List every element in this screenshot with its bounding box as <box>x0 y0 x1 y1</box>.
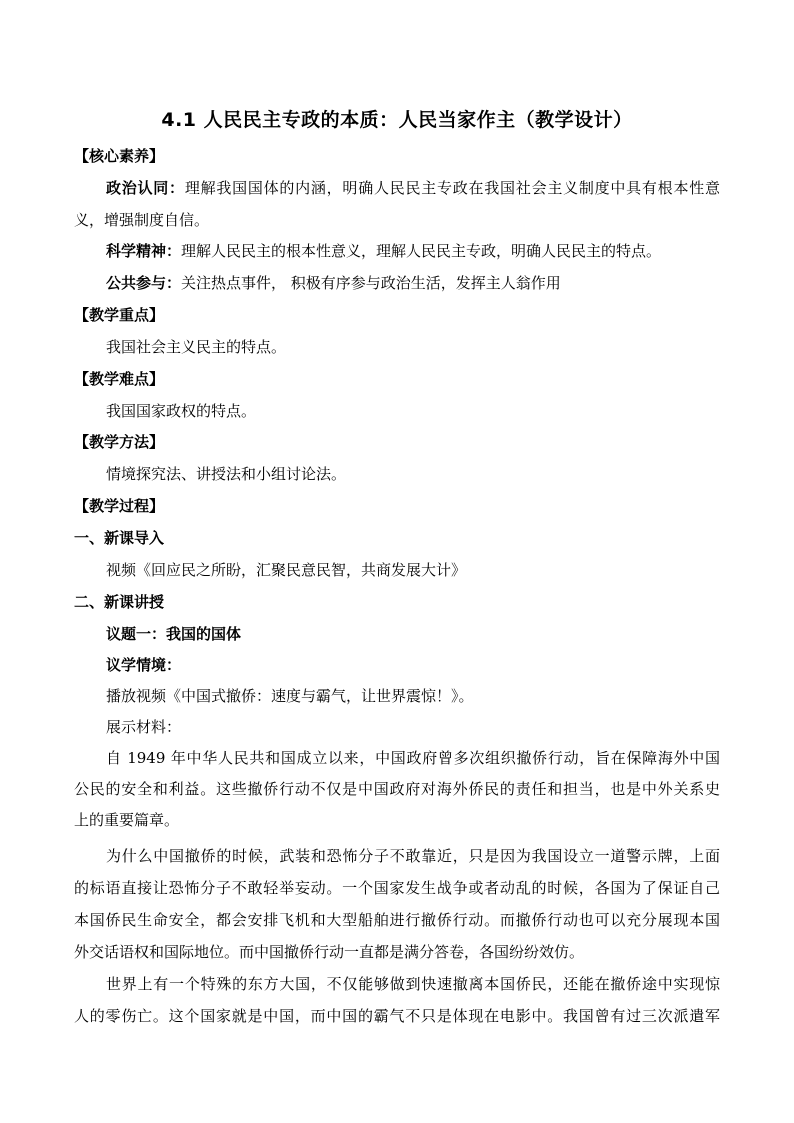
paragraph-3-line-2: 人的零伤亡。这个国家就是中国，而中国的霸气不只是体现在电影中。我国曾有过三次派遣军 <box>74 1007 720 1025</box>
political-identity-label: 政治认同： <box>106 179 185 197</box>
core-literacy-heading: 【核心素养】 <box>74 147 165 165</box>
document-title: 4.1 人民民主专政的本质：人民当家作主（教学设计） <box>161 109 633 131</box>
paragraph-2-line-4: 外交话语权和国际地位。而中国撤侨行动一直都是满分答卷，各国纷纷效仿。 <box>74 943 585 961</box>
key-point-heading: 【教学重点】 <box>74 306 165 324</box>
paragraph-1-line-2: 公民的安全和利益。这些撤侨行动不仅是中国政府对海外侨民的责任和担当，也是中外关系史 <box>74 780 720 798</box>
paragraph-2-line-3: 本国侨民生命安全，都会安排飞机和大型船舶进行撤侨行动。而撤侨行动也可以充分展现本国 <box>74 911 720 929</box>
public-participation-label: 公共参与： <box>106 274 182 292</box>
public-participation-text: 关注热点事件， 积极有序参与政治生活，发挥主人翁作用 <box>181 274 561 292</box>
section-intro-heading: 一、新课导入 <box>74 529 165 547</box>
process-heading: 【教学过程】 <box>74 497 165 515</box>
difficulty-heading: 【教学难点】 <box>74 370 165 388</box>
method-text: 情境探究法、讲授法和小组讨论法。 <box>106 465 347 483</box>
key-point-text: 我国社会主义民主的特点。 <box>106 338 287 356</box>
paragraph-1-line-1: 自 1949 年中华人民共和国成立以来，中国政府曾多次组织撤侨行动，旨在保障海外中国 <box>106 749 720 767</box>
situation-label: 议学情境： <box>106 656 182 674</box>
political-identity-text-cont: 义，增强制度自信。 <box>74 211 210 229</box>
political-identity-text: 理解我国国体的内涵，明确人民民主专政在我国社会主义制度中具有根本性意 <box>184 179 720 197</box>
paragraph-3-line-1: 世界上有一个特殊的东方大国，不仅能够做到快速撤离本国侨民，还能在撤侨途中实现惊 <box>106 975 720 993</box>
paragraph-2-line-2: 的标语直接让恐怖分子不敢轻举妄动。一个国家发生战争或者动乱的时候，各国为了保证自己 <box>74 879 720 897</box>
public-participation-line <box>106 273 561 293</box>
method-heading: 【教学方法】 <box>74 433 165 451</box>
topic-one-heading: 议题一：我国的国体 <box>106 625 242 643</box>
political-identity-line <box>106 178 720 198</box>
material-label: 展示材料： <box>106 718 182 736</box>
scientific-spirit-text: 理解人民民主的根本性意义，理解人民民主专政，明确人民民主的特点。 <box>181 242 662 260</box>
intro-video-text: 视频《回应民之所盼，汇聚民意民智，共商发展大计》 <box>106 561 467 579</box>
paragraph-2-line-1: 为什么中国撤侨的时候，武装和恐怖分子不敢靠近，只是因为我国设立一道警示牌，上面 <box>106 847 720 865</box>
scientific-spirit-label: 科学精神： <box>106 242 182 260</box>
scientific-spirit-line <box>106 241 661 261</box>
video-line: 播放视频《中国式撤侨：速度与霸气，让世界震惊！》。 <box>106 687 474 705</box>
difficulty-text: 我国国家政权的特点。 <box>106 402 257 420</box>
section-teaching-heading: 二、新课讲授 <box>74 593 165 611</box>
paragraph-1-line-3: 上的重要篇章。 <box>74 811 180 829</box>
